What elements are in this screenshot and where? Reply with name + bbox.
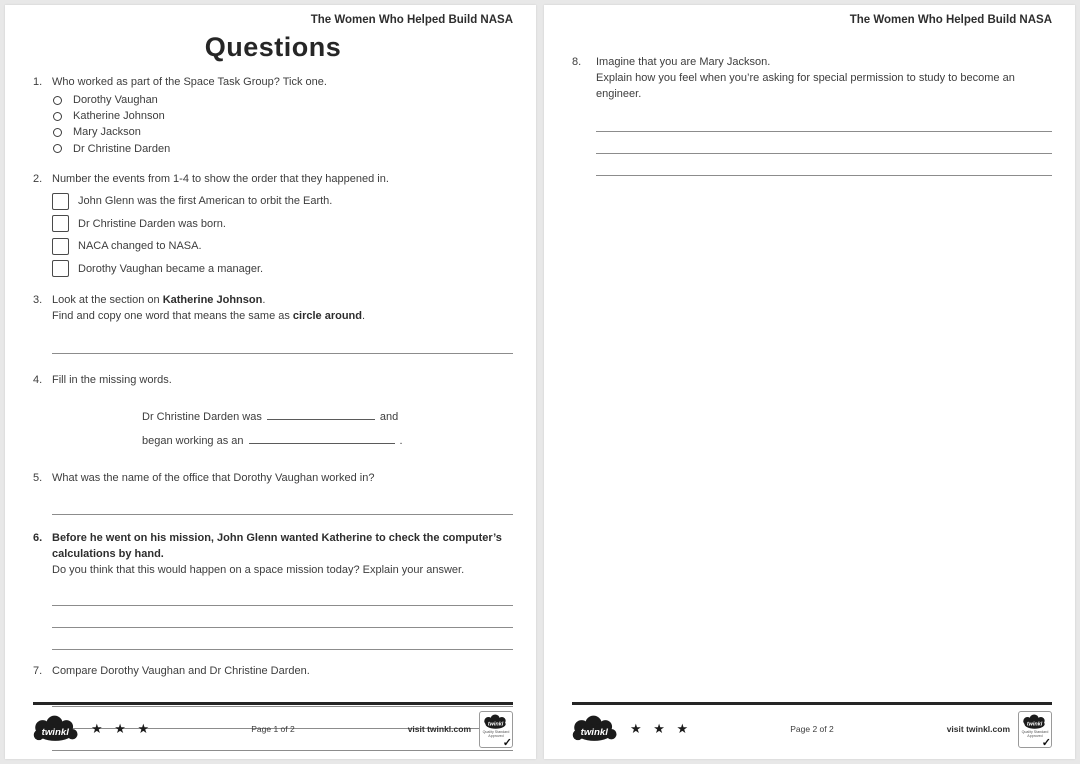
question-number: 1. bbox=[33, 76, 43, 88]
answer-line[interactable] bbox=[596, 110, 1052, 132]
page-footer bbox=[572, 702, 1052, 747]
svg-text:twinkl: twinkl bbox=[487, 720, 504, 727]
fill-in-row: began working as an . bbox=[142, 432, 513, 456]
radio-option-label: Mary Jackson bbox=[73, 126, 141, 139]
worksheet-page-1 bbox=[5, 5, 536, 759]
radio-option[interactable] bbox=[52, 108, 513, 124]
page-footer bbox=[33, 702, 513, 747]
radio-option-label: Dorothy Vaughan bbox=[73, 94, 158, 107]
badge-twinkl-cloud-icon bbox=[483, 714, 509, 730]
quality-badge bbox=[1018, 711, 1052, 748]
question-1-options bbox=[52, 92, 513, 157]
number-entry-box[interactable] bbox=[52, 238, 69, 255]
event-label: NACA changed to NASA. bbox=[78, 240, 202, 253]
page-title: Questions bbox=[204, 32, 342, 62]
question-4 bbox=[33, 372, 513, 456]
event-label: Dr Christine Darden was born. bbox=[78, 217, 226, 230]
event-row bbox=[52, 193, 513, 210]
radio-circle-icon[interactable] bbox=[53, 128, 62, 137]
page-header: The Women Who Helped Build NASA bbox=[849, 14, 1052, 26]
question-text: Imagine that you are Mary Jackson. bbox=[596, 56, 771, 68]
question-number: 6. bbox=[33, 531, 43, 544]
question-2-events bbox=[52, 193, 513, 278]
question-number: 5. bbox=[33, 471, 43, 484]
answer-line[interactable] bbox=[52, 332, 513, 354]
question-text: Do you think that this would happen on a space mission today? Explain your answer. bbox=[52, 563, 465, 576]
twinkl-logo bbox=[572, 715, 618, 743]
fill-in-block bbox=[142, 408, 513, 456]
answer-line[interactable] bbox=[52, 493, 513, 515]
difficulty-stars: ★ ★ ★ bbox=[91, 721, 154, 736]
radio-option-label: Katherine Johnson bbox=[73, 110, 165, 123]
answer-line[interactable] bbox=[596, 132, 1052, 154]
question-text: Before he went on his mission, John Glenn wanted Katherine to check the computer’s calculations by hand. bbox=[52, 531, 502, 560]
page-header: The Women Who Helped Build NASA bbox=[310, 14, 513, 26]
svg-text:twinkl: twinkl bbox=[580, 726, 608, 738]
page-number-label: Page 2 of 2 bbox=[790, 724, 834, 734]
event-row bbox=[52, 238, 513, 255]
twinkl-logo bbox=[33, 715, 79, 743]
question-5 bbox=[33, 470, 513, 515]
visit-link[interactable]: visit twinkl.com bbox=[946, 724, 1010, 734]
number-entry-box[interactable] bbox=[52, 193, 69, 210]
badge-twinkl-cloud-icon bbox=[1022, 714, 1048, 730]
radio-option-label: Dr Christine Darden bbox=[73, 142, 171, 155]
twinkl-cloud-icon bbox=[33, 715, 79, 743]
radio-circle-icon[interactable] bbox=[53, 112, 62, 121]
radio-option[interactable] bbox=[52, 141, 513, 157]
question-3 bbox=[33, 292, 513, 354]
question-text: Compare Dorothy Vaughan and Dr Christine Darden. bbox=[52, 664, 310, 677]
number-entry-box[interactable] bbox=[52, 215, 69, 232]
question-text: Who worked as part of the Space Task Group? Tick one. bbox=[52, 76, 327, 88]
badge-checkmark-icon: ✓ bbox=[502, 736, 512, 749]
fill-in-row: Dr Christine Darden was and bbox=[142, 408, 513, 432]
svg-text:twinkl: twinkl bbox=[1026, 720, 1043, 727]
question-2 bbox=[33, 171, 513, 283]
twinkl-cloud-icon bbox=[572, 715, 618, 743]
question-text: Fill in the missing words. bbox=[52, 373, 172, 386]
answer-line[interactable] bbox=[52, 606, 513, 628]
radio-circle-icon[interactable] bbox=[53, 144, 62, 153]
question-number: 8. bbox=[572, 56, 582, 68]
radio-option[interactable] bbox=[52, 92, 513, 108]
question-1 bbox=[33, 74, 513, 157]
event-label: Dorothy Vaughan became a manager. bbox=[78, 262, 264, 275]
question-text: What was the name of the office that Dorothy Vaughan worked in? bbox=[52, 471, 375, 484]
event-row bbox=[52, 260, 513, 277]
question-text: Number the events from 1-4 to show the order that they happened in. bbox=[52, 172, 389, 185]
worksheet-page-2 bbox=[544, 5, 1075, 759]
badge-checkmark-icon: ✓ bbox=[1041, 736, 1051, 749]
quality-badge bbox=[479, 711, 513, 748]
answer-line[interactable] bbox=[596, 154, 1052, 176]
question-number: 2. bbox=[33, 172, 43, 185]
page-number-label: Page 1 of 2 bbox=[251, 724, 295, 734]
badge-text: Quality Standard Approved bbox=[1021, 729, 1049, 738]
svg-text:twinkl: twinkl bbox=[41, 726, 69, 738]
question-8 bbox=[572, 54, 1052, 176]
answer-line[interactable] bbox=[52, 628, 513, 650]
question-6 bbox=[33, 530, 513, 650]
question-number: 3. bbox=[33, 293, 43, 306]
fill-blank[interactable] bbox=[267, 408, 375, 420]
badge-text: Quality Standard Approved bbox=[482, 729, 510, 738]
number-entry-box[interactable] bbox=[52, 260, 69, 277]
question-number: 4. bbox=[33, 373, 43, 386]
question-text: Explain how you feel when you’re asking for special permission to study to become an engineer. bbox=[596, 72, 1015, 100]
visit-link[interactable]: visit twinkl.com bbox=[407, 724, 471, 734]
question-text: Look at the section on Katherine Johnson. bbox=[52, 293, 266, 306]
radio-circle-icon[interactable] bbox=[53, 96, 62, 105]
event-row bbox=[52, 215, 513, 232]
event-label: John Glenn was the first American to orbit the Earth. bbox=[78, 195, 333, 208]
answer-line[interactable] bbox=[52, 584, 513, 606]
radio-option[interactable] bbox=[52, 124, 513, 140]
difficulty-stars: ★ ★ ★ bbox=[630, 721, 693, 736]
question-number: 7. bbox=[33, 664, 43, 677]
question-text: Find and copy one word that means the same as circle around. bbox=[52, 309, 366, 322]
fill-blank[interactable] bbox=[249, 432, 395, 444]
